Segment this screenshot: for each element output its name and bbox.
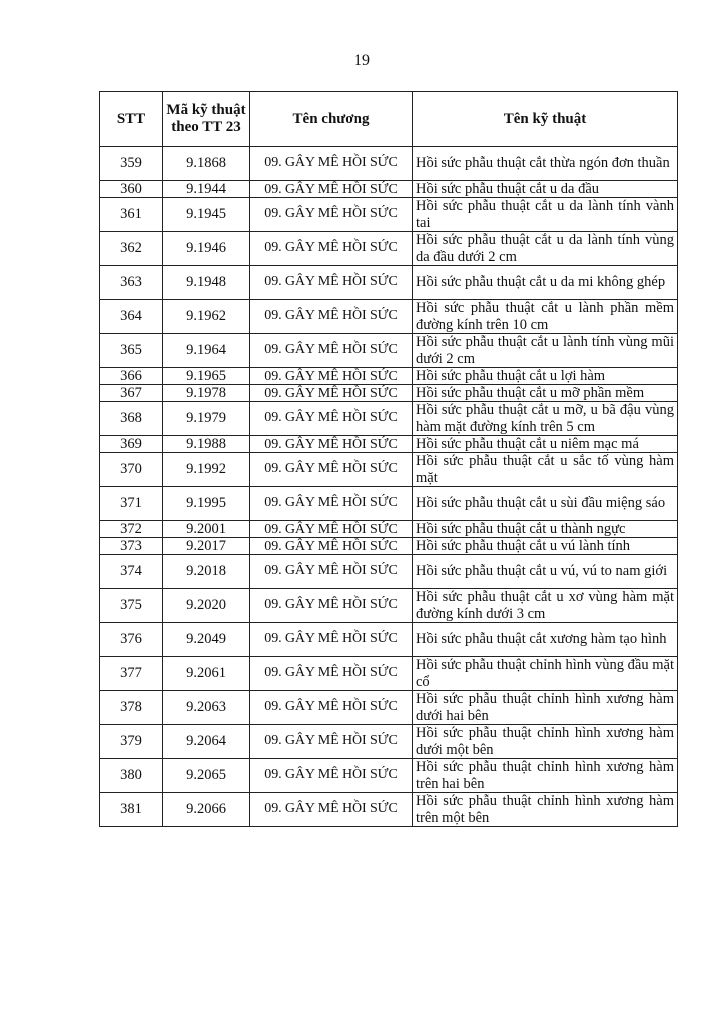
cell-code: 9.1962 [163,300,250,334]
cell-stt: 381 [100,793,163,827]
cell-stt: 360 [100,181,163,198]
cell-technique: Hồi sức phẫu thuật cắt u mỡ, u bã đậu vùng hàm mặt đường kính trên 5 cm [413,402,678,436]
cell-code: 9.1946 [163,232,250,266]
cell-chapter: 09. GÂY MÊ HỒI SỨC [250,725,413,759]
cell-stt: 372 [100,521,163,538]
cell-stt: 365 [100,334,163,368]
cell-chapter: 09. GÂY MÊ HỒI SỨC [250,657,413,691]
cell-stt: 373 [100,538,163,555]
cell-stt: 375 [100,589,163,623]
cell-stt: 378 [100,691,163,725]
table-row [100,147,678,181]
cell-technique: Hồi sức phẫu thuật cắt u vú, vú to nam giới [413,555,678,589]
cell-chapter: 09. GÂY MÊ HỒI SỨC [250,198,413,232]
cell-stt: 380 [100,759,163,793]
cell-stt: 363 [100,266,163,300]
cell-technique: Hồi sức phẫu thuật chỉnh hình vùng đầu mặt cổ [413,657,678,691]
table-row [100,691,678,725]
page-number: 19 [354,52,370,69]
cell-code: 9.1988 [163,436,250,453]
header-technique: Tên kỹ thuật [413,92,678,147]
cell-technique: Hồi sức phẫu thuật cắt u sắc tố vùng hàm mặt [413,453,678,487]
cell-code: 9.2018 [163,555,250,589]
cell-chapter: 09. GÂY MÊ HỒI SỨC [250,793,413,827]
cell-code: 9.1964 [163,334,250,368]
cell-code: 9.1978 [163,385,250,402]
cell-code: 9.1944 [163,181,250,198]
table-row [100,232,678,266]
cell-technique: Hồi sức phẫu thuật cắt u lành tính vùng mũi dưới 2 cm [413,334,678,368]
cell-technique: Hồi sức phẫu thuật cắt thừa ngón đơn thuần [413,147,678,181]
cell-stt: 371 [100,487,163,521]
table-row [100,538,678,555]
header-code: Mã kỹ thuật theo TT 23 [163,92,250,147]
table-row [100,453,678,487]
cell-chapter: 09. GÂY MÊ HỒI SỨC [250,147,413,181]
cell-technique: Hồi sức phẫu thuật chỉnh hình xương hàm trên một bên [413,793,678,827]
cell-technique: Hồi sức phẫu thuật cắt u mỡ phần mềm [413,385,678,402]
cell-technique: Hồi sức phẫu thuật chỉnh hình xương hàm dưới một bên [413,725,678,759]
cell-technique: Hồi sức phẫu thuật chỉnh hình xương hàm trên hai bên [413,759,678,793]
cell-technique: Hồi sức phẫu thuật cắt u da lành tính vùng da đầu dưới 2 cm [413,232,678,266]
cell-technique: Hồi sức phẫu thuật cắt u da lành tính vành tai [413,198,678,232]
cell-stt: 361 [100,198,163,232]
cell-chapter: 09. GÂY MÊ HỒI SỨC [250,589,413,623]
cell-technique: Hồi sức phẫu thuật cắt u xơ vùng hàm mặt đường kính dưới 3 cm [413,589,678,623]
cell-chapter: 09. GÂY MÊ HỒI SỨC [250,368,413,385]
cell-stt: 376 [100,623,163,657]
cell-technique: Hồi sức phẫu thuật cắt u lợi hàm [413,368,678,385]
cell-chapter: 09. GÂY MÊ HỒI SỨC [250,538,413,555]
cell-stt: 379 [100,725,163,759]
table-row [100,266,678,300]
cell-chapter: 09. GÂY MÊ HỒI SỨC [250,232,413,266]
table-row [100,402,678,436]
cell-chapter: 09. GÂY MÊ HỒI SỨC [250,453,413,487]
header-stt: STT [100,92,163,147]
table-row [100,657,678,691]
cell-technique: Hồi sức phẫu thuật cắt u niêm mạc má [413,436,678,453]
table-row [100,759,678,793]
cell-code: 9.2063 [163,691,250,725]
cell-code: 9.1945 [163,198,250,232]
cell-technique: Hồi sức phẫu thuật cắt u da mi không ghép [413,266,678,300]
cell-code: 9.2064 [163,725,250,759]
cell-technique: Hồi sức phẫu thuật cắt u lành phần mềm đường kính trên 10 cm [413,300,678,334]
table-row [100,334,678,368]
cell-code: 9.1948 [163,266,250,300]
cell-code: 9.2017 [163,538,250,555]
cell-stt: 359 [100,147,163,181]
cell-chapter: 09. GÂY MÊ HỒI SỨC [250,436,413,453]
cell-technique: Hồi sức phẫu thuật chỉnh hình xương hàm dưới hai bên [413,691,678,725]
cell-chapter: 09. GÂY MÊ HỒI SỨC [250,759,413,793]
cell-stt: 366 [100,368,163,385]
cell-chapter: 09. GÂY MÊ HỒI SỨC [250,385,413,402]
table-row [100,793,678,827]
table-row [100,487,678,521]
cell-technique: Hồi sức phẫu thuật cắt u vú lành tính [413,538,678,555]
cell-technique: Hồi sức phẫu thuật cắt u thành ngực [413,521,678,538]
cell-code: 9.2049 [163,623,250,657]
cell-stt: 367 [100,385,163,402]
table-row [100,385,678,402]
table-row [100,181,678,198]
table-row [100,555,678,589]
cell-stt: 362 [100,232,163,266]
table-row [100,623,678,657]
cell-chapter: 09. GÂY MÊ HỒI SỨC [250,402,413,436]
cell-stt: 369 [100,436,163,453]
cell-code: 9.1868 [163,147,250,181]
table-body [100,147,678,827]
cell-code: 9.2001 [163,521,250,538]
cell-stt: 374 [100,555,163,589]
cell-stt: 377 [100,657,163,691]
table-row [100,300,678,334]
cell-code: 9.1979 [163,402,250,436]
cell-chapter: 09. GÂY MÊ HỒI SỨC [250,691,413,725]
header-chapter: Tên chương [250,92,413,147]
cell-chapter: 09. GÂY MÊ HỒI SỨC [250,300,413,334]
cell-stt: 370 [100,453,163,487]
cell-chapter: 09. GÂY MÊ HỒI SỨC [250,266,413,300]
cell-code: 9.1965 [163,368,250,385]
table-row [100,725,678,759]
cell-chapter: 09. GÂY MÊ HỒI SỨC [250,555,413,589]
cell-stt: 364 [100,300,163,334]
cell-technique: Hồi sức phẫu thuật cắt xương hàm tạo hình [413,623,678,657]
cell-code: 9.1992 [163,453,250,487]
cell-code: 9.2061 [163,657,250,691]
cell-stt: 368 [100,402,163,436]
cell-code: 9.2066 [163,793,250,827]
cell-code: 9.2020 [163,589,250,623]
cell-code: 9.2065 [163,759,250,793]
table-row [100,436,678,453]
cell-technique: Hồi sức phẫu thuật cắt u sùi đầu miệng sáo [413,487,678,521]
cell-chapter: 09. GÂY MÊ HỒI SỨC [250,521,413,538]
cell-chapter: 09. GÂY MÊ HỒI SỨC [250,334,413,368]
cell-technique: Hồi sức phẫu thuật cắt u da đầu [413,181,678,198]
cell-chapter: 09. GÂY MÊ HỒI SỨC [250,623,413,657]
technique-table [99,91,678,827]
cell-chapter: 09. GÂY MÊ HỒI SỨC [250,487,413,521]
table-row [100,198,678,232]
table-row [100,589,678,623]
cell-code: 9.1995 [163,487,250,521]
cell-chapter: 09. GÂY MÊ HỒI SỨC [250,181,413,198]
table-header-row [100,92,678,147]
table-row [100,368,678,385]
table-row [100,521,678,538]
